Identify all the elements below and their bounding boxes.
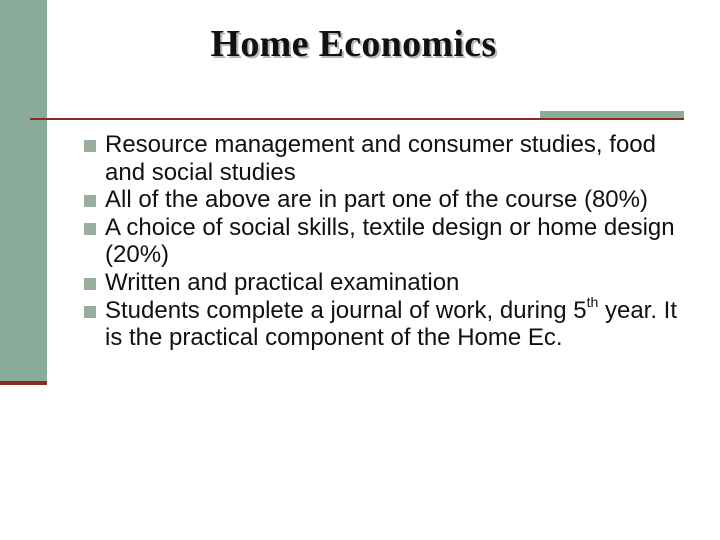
bullet-text-post: year. It is the practical component of the Home Ec. xyxy=(105,296,677,352)
bullet-text-pre: Students complete a journal of work, during 5 xyxy=(105,296,587,324)
square-bullet-icon xyxy=(84,223,96,235)
bullet-item xyxy=(84,186,684,214)
bullet-list xyxy=(84,131,684,352)
bullet-item xyxy=(84,131,684,186)
title-divider-line xyxy=(30,118,684,120)
bullet-text: A choice of social skills, textile design or home design (20%) xyxy=(105,213,675,269)
bullet-item xyxy=(84,269,684,297)
bullet-item xyxy=(84,293,684,352)
title-rule-accent xyxy=(540,111,684,118)
bullet-text: Resource management and consumer studies, food and social studies xyxy=(105,131,656,186)
ordinal-suffix: th xyxy=(586,293,599,310)
bullet-text: Written and practical examination xyxy=(105,268,460,296)
square-bullet-icon xyxy=(84,140,96,152)
square-bullet-icon xyxy=(84,306,96,318)
square-bullet-icon xyxy=(84,195,96,207)
bullet-text: All of the above are in part one of the course (80%) xyxy=(105,186,648,214)
left-accent-bar-cap xyxy=(0,381,47,385)
square-bullet-icon xyxy=(84,278,96,290)
slide-title: Home Economics xyxy=(210,23,497,65)
left-accent-bar xyxy=(0,0,47,385)
bullet-item xyxy=(84,214,684,269)
